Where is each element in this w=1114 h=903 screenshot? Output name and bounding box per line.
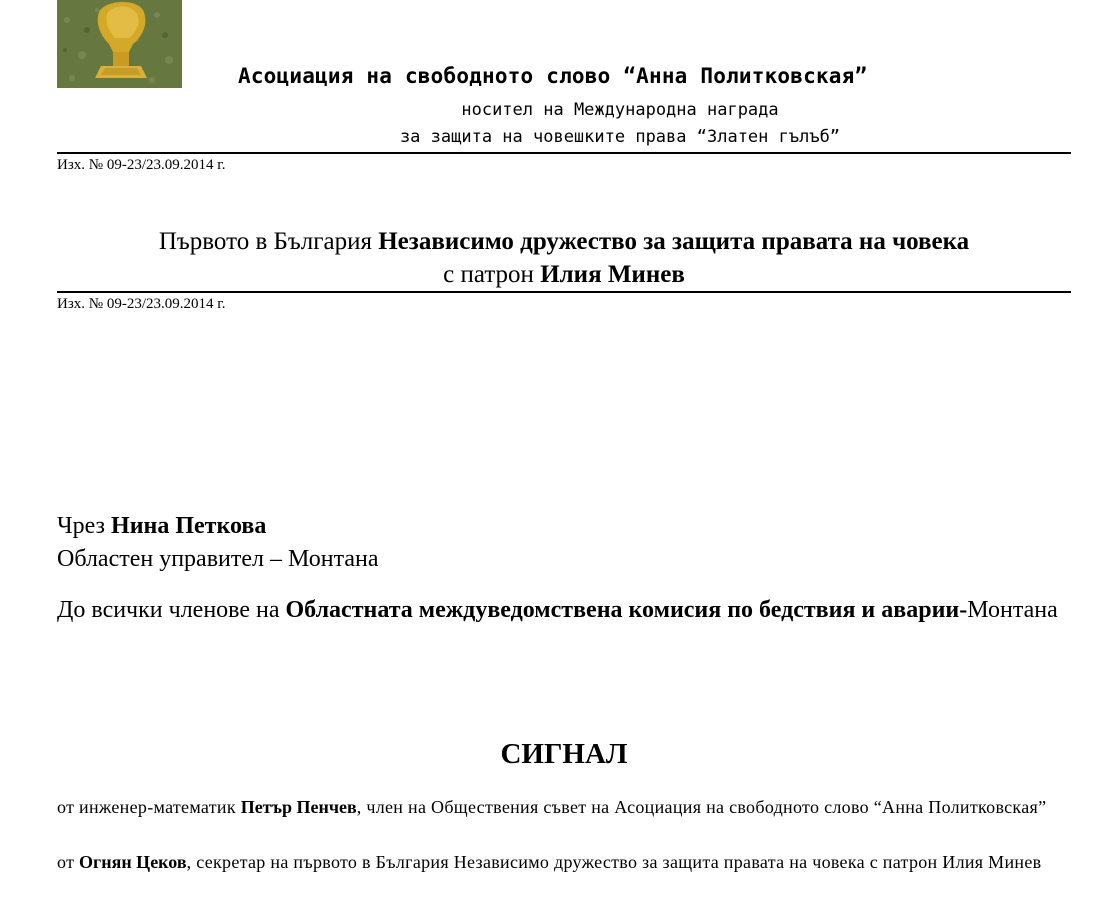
- from1-prefix: от инженер-математик: [57, 797, 241, 817]
- second-outgoing-reference-number: Изх. № 09-23/23.09.2014 г.: [57, 296, 226, 312]
- to-suffix: Монтана: [967, 597, 1058, 623]
- golden-dove-award-logo: [57, 0, 182, 88]
- second-org-patron-prefix: с патрон: [443, 261, 541, 288]
- second-org-patron-name: Илия Минев: [540, 261, 685, 288]
- addressee-to: [57, 594, 1071, 627]
- from1-suffix: , член на Обществения съвет на Асоциация на свободното слово “Анна Политковская”: [356, 797, 1047, 817]
- document-title: СИГНАЛ: [500, 738, 628, 770]
- to-prefix: До всички членове на: [57, 597, 286, 623]
- golden-dove-statuette-icon: [57, 0, 182, 88]
- from2-prefix: от: [57, 852, 80, 872]
- second-org-prefix: Първото в България: [158, 228, 379, 255]
- via-title: Областен управител – Монтана: [57, 546, 379, 572]
- from2-name: Огнян Цеков: [79, 852, 187, 872]
- addressee-via: [57, 510, 379, 576]
- via-name: Нина Петкова: [111, 513, 267, 539]
- from2-suffix: , секретар на първото в България Независимо дружество за защита правата на човека с патрон Илия Минев: [186, 852, 1042, 872]
- organization-award-line-1: носител на Международна награда: [461, 100, 779, 120]
- organization-award-line-2: за защита на човешките права “Златен гълъб”: [399, 127, 841, 147]
- to-dash: -: [959, 597, 968, 623]
- second-org-divider: [57, 291, 1071, 293]
- organization-name: Асоциация на свободното слово “Анна Политковская”: [238, 64, 868, 88]
- second-org-name: Независимо дружество за защита правата на човека: [378, 228, 970, 255]
- letterhead-divider: [57, 152, 1071, 154]
- from-author-1: [57, 794, 1071, 821]
- second-organization-heading: [57, 225, 1071, 291]
- from1-name: Петър Пенчев: [240, 797, 357, 817]
- from-author-2: [57, 849, 1071, 876]
- outgoing-reference-number: Изх. № 09-23/23.09.2014 г.: [57, 157, 226, 173]
- via-prefix: Чрез: [57, 513, 112, 539]
- to-body: Областната междуведомствена комисия по бедствия и аварии: [285, 597, 960, 623]
